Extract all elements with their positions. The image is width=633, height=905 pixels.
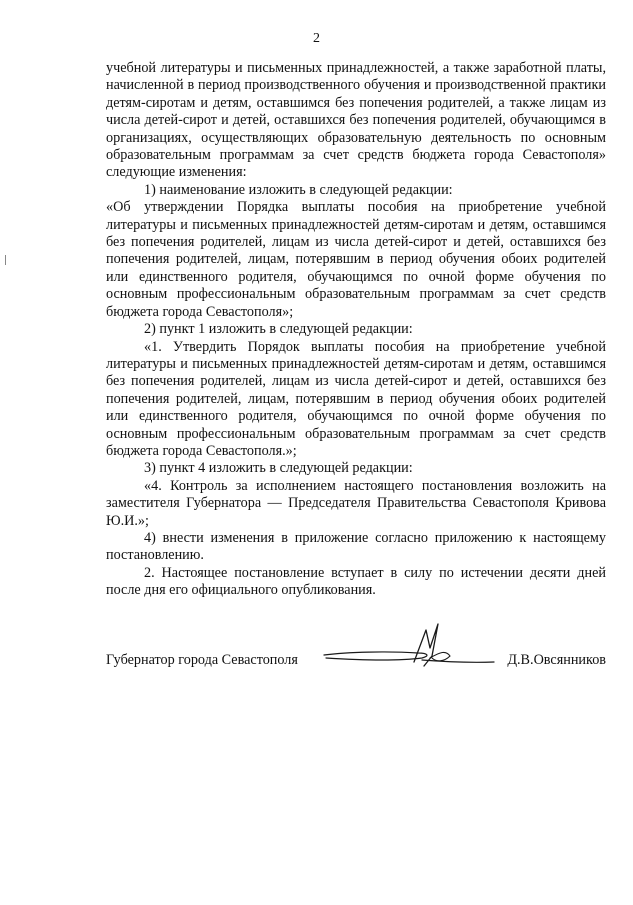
paragraph-item-1: 1) наименование изложить в следующей редакции: <box>144 181 453 198</box>
paragraph-quote-title: «Об утверждении Порядка выплаты пособия на приобретение учебной литературы и письменных принадлежностей детям-сиротам и детям, оставшимся без попечения родителей, лицам из числа детей-сирот и детей, оставшихся без попечения родителей, лицам, потерявшим в период обучения обоих родителей или единственного родителя, обучающимся по очной форме обучения по основным профессиональным образовательным программам за счет средств бюджета города Севастополя»; <box>106 199 606 320</box>
paragraph-item-2: 2) пункт 1 изложить в следующей редакции: <box>144 321 413 338</box>
paragraph-quote-point-4: «4. Контроль за исполнением настоящего постановления возложить на заместителя Губернатора — Председателя Правительства Севастополя Кривова Ю.И.»; <box>106 477 606 529</box>
paragraph-intro: учебной литературы и письменных принадлежностей, а также заработной платы, начисленной в период производственного обучения и производственной практики детям-сиротам и детям, оставшимся без попечения родителей, а также лицам из числа детей-сирот и детей, оставшихся без попечения родителей, обучающимся в организациях, осуществляющих образовательную деятельность по основным образовательным программам за счет средств бюджета города Севастополя» следующие изменения: <box>106 60 606 181</box>
signature-block <box>106 650 606 680</box>
margin-mark <box>4 255 7 265</box>
paragraph-item-4: 4) внести изменения в приложение согласно приложению к настоящему постановлению. <box>106 529 606 564</box>
paragraph-item-3: 3) пункт 4 изложить в следующей редакции: <box>144 460 413 477</box>
signatory-name: Д.В.Овсянников <box>507 652 606 668</box>
document-body <box>106 60 606 600</box>
paragraph-effective-date: 2. Настоящее постановление вступает в силу по истечении десяти дней после дня его официального опубликования. <box>106 564 606 599</box>
handwritten-signature <box>318 622 498 682</box>
signatory-position: Губернатор города Севастополя <box>106 652 298 668</box>
page-number: 2 <box>313 31 320 46</box>
paragraph-quote-point-1: «1. Утвердить Порядок выплаты пособия на приобретение учебной литературы и письменных принадлежностей детям-сиротам и детям, оставшимся без попечения родителей, лицам из числа детей-сирот и детей, оставшихся без попечения родителей, лицам, потерявшим в период обучения обоих родителей или единственного родителя, обучающимся по очной форме обучения по основным профессиональным образовательным программам за счет средств бюджета города Севастополя.»; <box>106 338 606 459</box>
